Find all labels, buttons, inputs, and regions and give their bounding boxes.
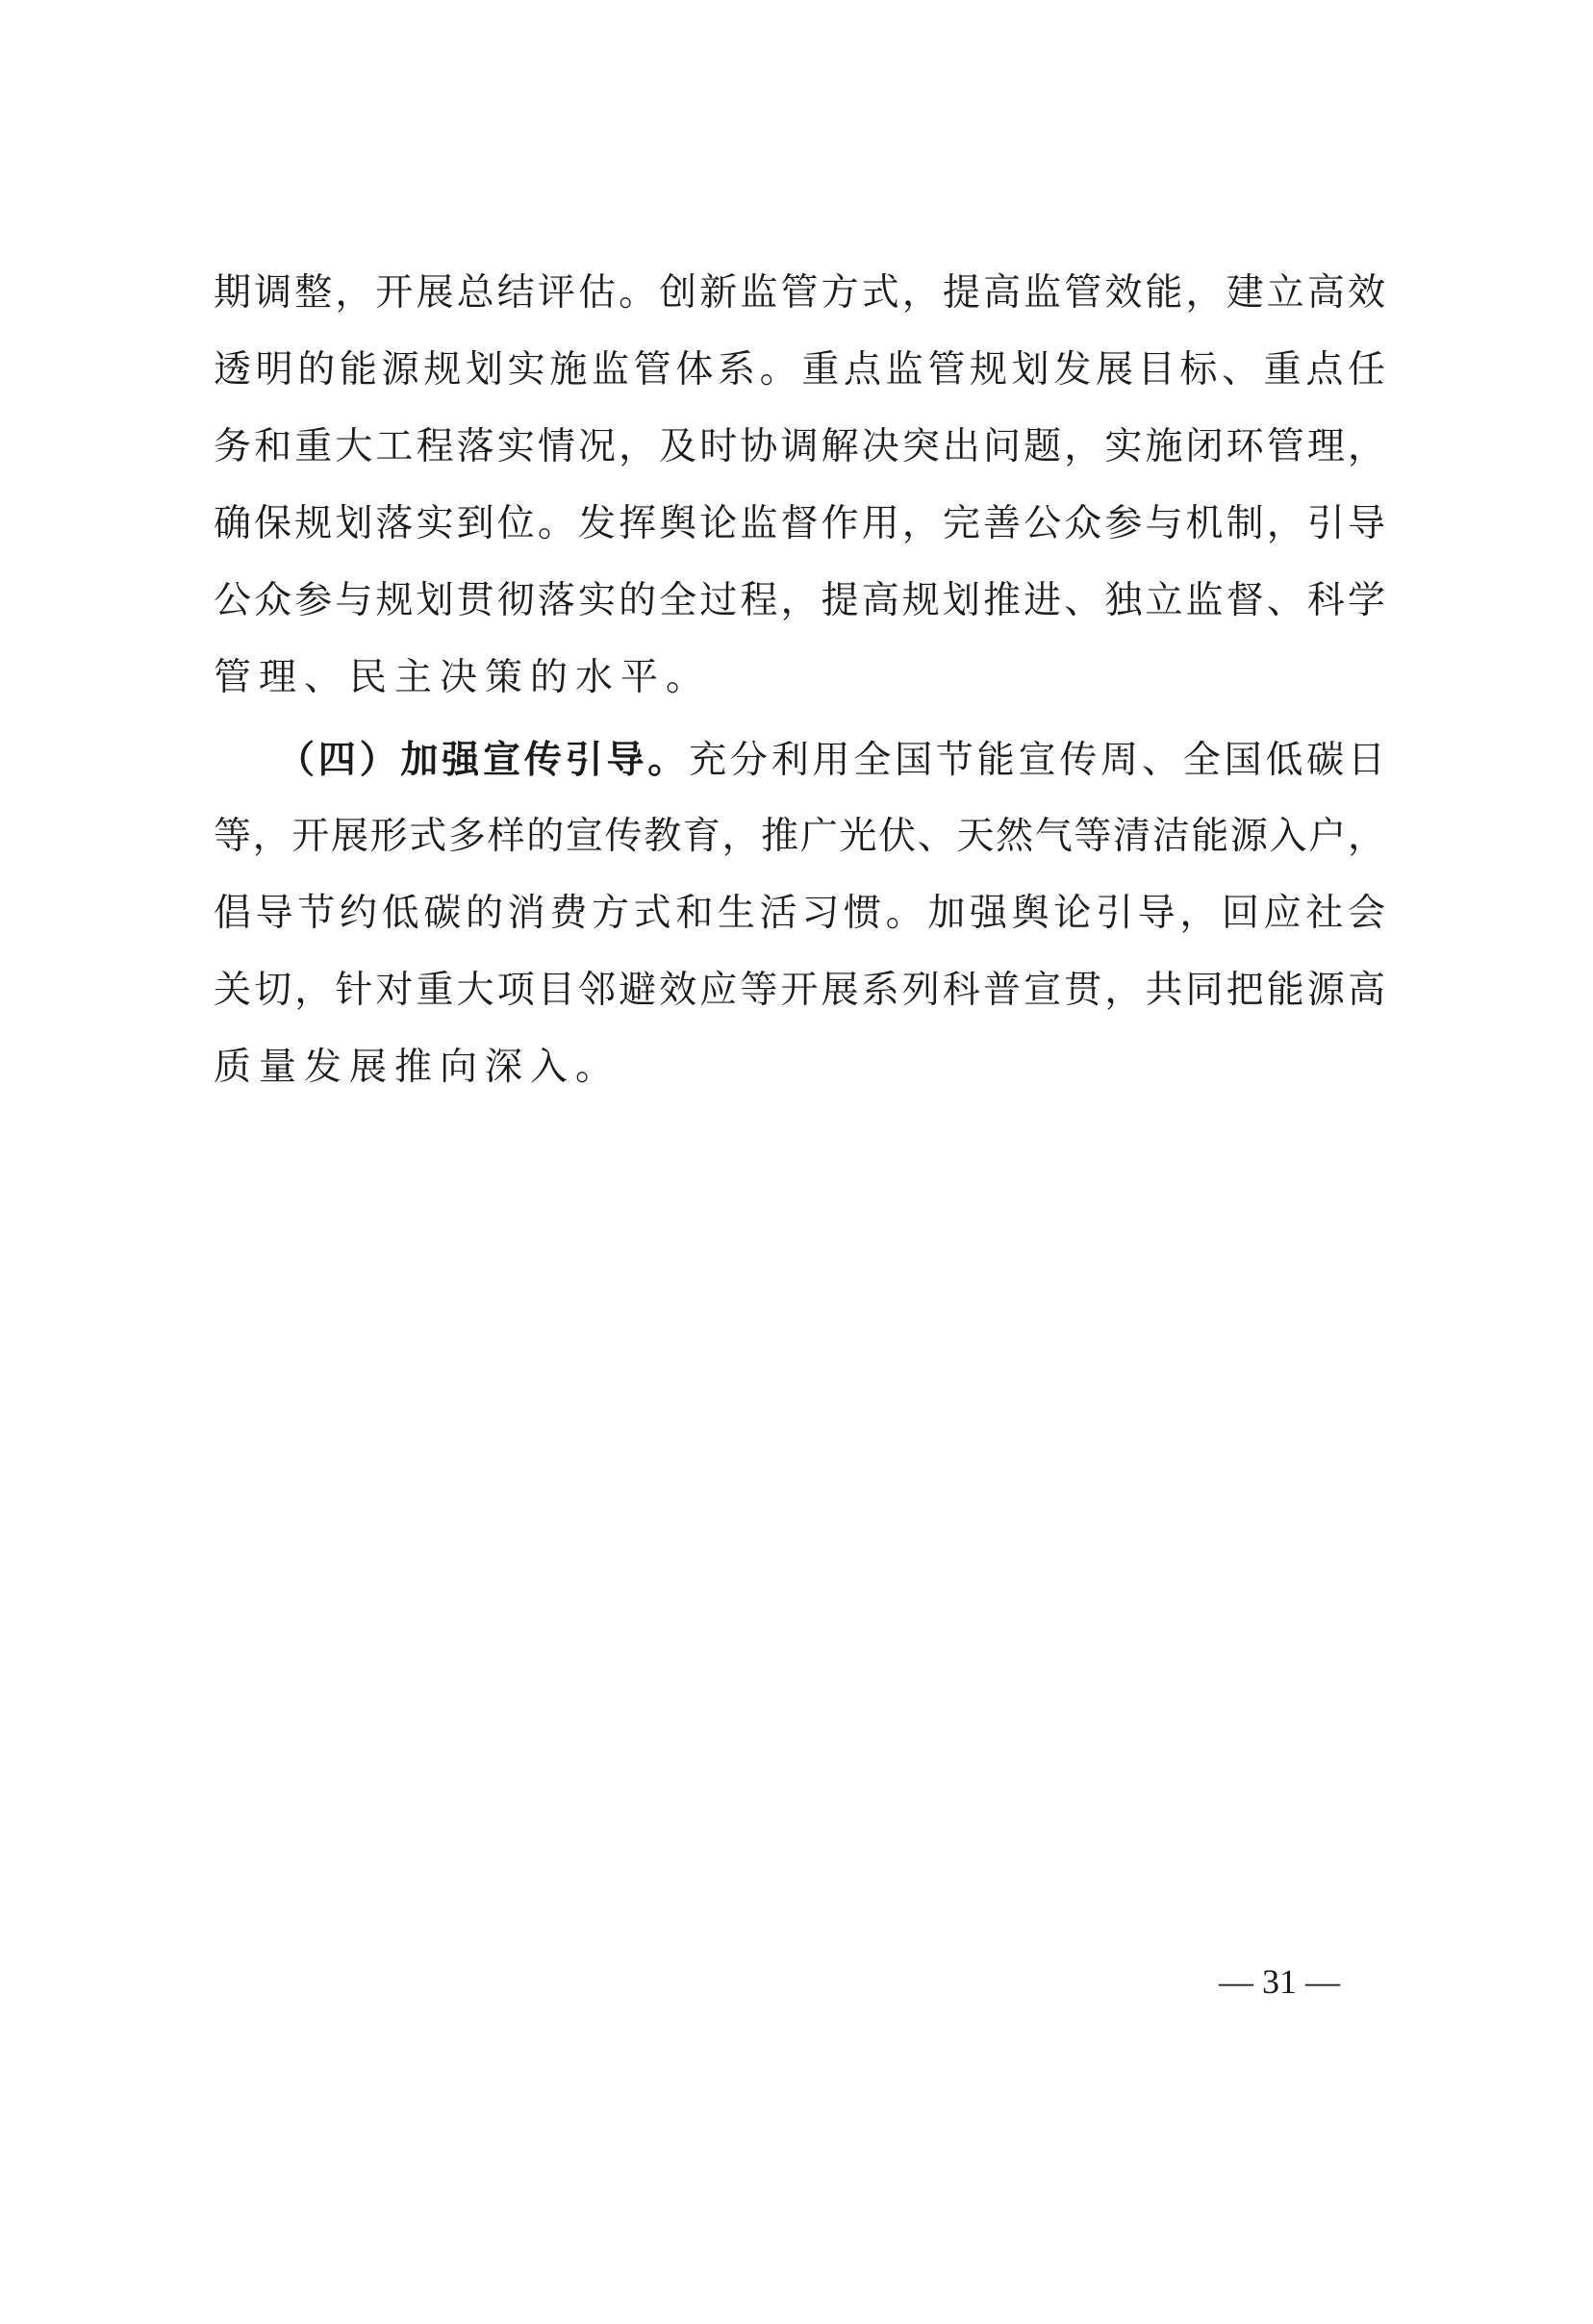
paragraph-1-line-4: 确保规划落实到位。发挥舆论监督作用，完善公众参与机制，引导 [214,502,1385,545]
paragraph-1-line-5: 公众参与规划贯彻落实的全过程，提高规划推进、独立监督、科学 [214,579,1385,622]
paragraph-2-line-2: 等，开展形式多样的宣传教育，推广光伏、天然气等清洁能源入户， [214,815,1385,858]
paragraph-2-line-5: 质量发展推向深入。 [214,1046,621,1089]
paragraph-2-line-3: 倡导节约低碳的消费方式和生活习惯。加强舆论引导，回应社会 [214,892,1385,935]
section-heading: （四）加强宣传引导。 [277,738,690,782]
paragraph-1-line-1: 期调整，开展总结评估。创新监管方式，提高监管效能，建立高效 [214,271,1385,315]
paragraph-1-line-2: 透明的能源规划实施监管体系。重点监管规划发展目标、重点任 [214,348,1385,392]
paragraph-2-line-1-text: 充分利用全国节能宣传周、全国低碳日 [689,739,1385,782]
paragraph-1-line-3: 务和重大工程落实情况，及时协调解决突出问题，实施闭环管理， [214,425,1385,468]
paragraph-2-line-1 [277,726,1385,794]
paragraph-2-line-4: 关切，针对重大项目邻避效应等开展系列科普宣贯，共同把能源高 [214,969,1385,1012]
paragraph-1-line-6: 管理、民主决策的水平。 [214,656,712,699]
page-number: — 31 — [1219,1962,1340,2001]
